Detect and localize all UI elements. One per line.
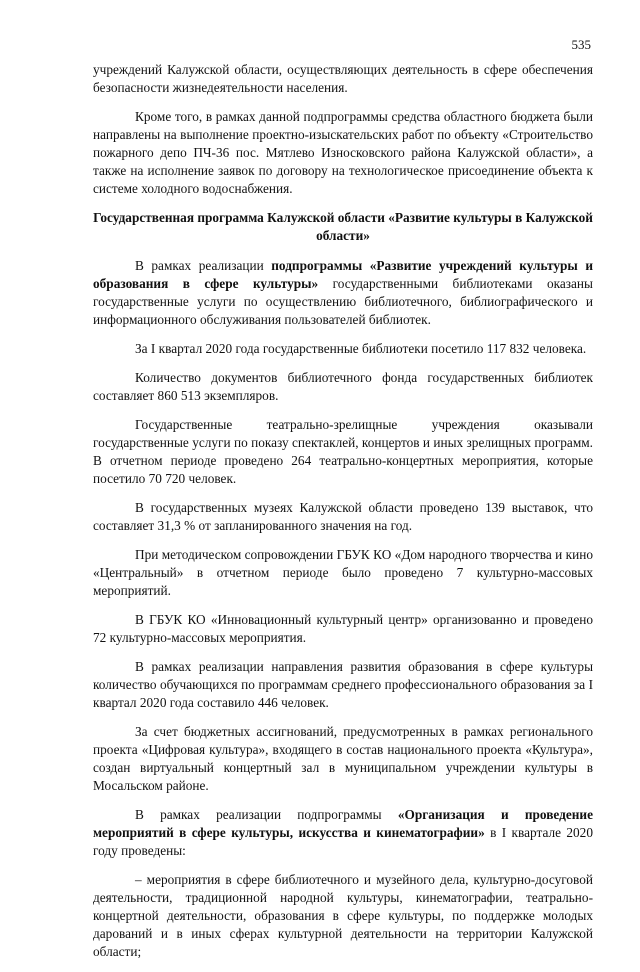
paragraph: В государственных музеях Калужской области проведено 139 выставок, что составляет 31,3 % от запланированного значения на год. [93,500,593,533]
text-run: в I квартале 2020 году проведены: [93,825,593,858]
paragraph: При методическом сопровождении ГБУК КО «Дом народного творчества и кино «Центральный» в отчетном периоде было проведено 7 культурно-массовых мероприятий. [93,547,593,598]
paragraph: Кроме того, в рамках данной подпрограммы средства областного бюджета были направлены на выполнение проектно-изыскательских работ по объекту «Строительство пожарного депо ПЧ-36 пос. Мятлево Износковского района Калужской области», а также на исполнение заявок по договору на технологическое присоединение объекта к системе холодного водоснабжения. [93,109,593,196]
page-number: 535 [571,37,591,52]
paragraph: В рамках реализации направления развития образования в сфере культуры количество обучающихся по программам среднего профессионального образования за I квартал 2020 года составило 446 человек. [93,659,593,710]
paragraph [93,257,593,329]
paragraph: За счет бюджетных ассигнований, предусмотренных в рамках регионального проекта «Цифровая культура», входящего в состав национального проекта «Культура», создан виртуальный концертный зал в муниципальном учреждении культуры в Мосальском районе. [93,724,593,793]
text-run: В рамках реализации [135,258,272,273]
paragraph: Государственные театрально-зрелищные учреждения оказывали государственные услуги по показу спектаклей, концертов и иных зрелищных программ. В отчетном периоде проведено 264 театрально-концертных мероприятия, которые посетило 70 720 человек. [93,417,593,486]
paragraph-continuation: учреждений Калужской области, осуществляющих деятельность в сфере обеспечения безопасности жизнедеятельности населения. [93,62,593,95]
text-run: государственными библиотеками оказаны государственные услуги по осуществлению библиотечного, библиографического и информационного обслуживания пользователей библиотек. [93,276,593,327]
bold-run: «Организация и проведение мероприятий в сфере культуры, искусства и кинематографии» [93,807,593,840]
list-item: – мероприятия в сфере библиотечного и музейного дела, культурно-досуговой деятельности, традиционной народной культуры, кинематографии, театрально-концертной деятельности, образования в сфере культуры, по поддержке молодых дарований и в иных сферах культурной деятельности на территории Калужской области; [93,872,593,959]
paragraph: Количество документов библиотечного фонда государственных библиотек составляет 860 513 экземпляров. [93,370,593,403]
paragraph: За I квартал 2020 года государственные библиотеки посетило 117 832 человека. [135,341,587,356]
text-run: В рамках реализации подпрограммы [135,807,398,822]
section-heading: Государственная программа Калужской области «Развитие культуры в Калужской области» [93,210,593,243]
paragraph: В ГБУК КО «Инновационный культурный центр» организованно и проведено 72 культурно-массовых мероприятия. [93,612,593,645]
bold-run: подпрограммы «Развитие учреждений культуры и образования в сфере культуры» [93,258,593,291]
paragraph [93,806,593,860]
document-body [93,61,593,972]
